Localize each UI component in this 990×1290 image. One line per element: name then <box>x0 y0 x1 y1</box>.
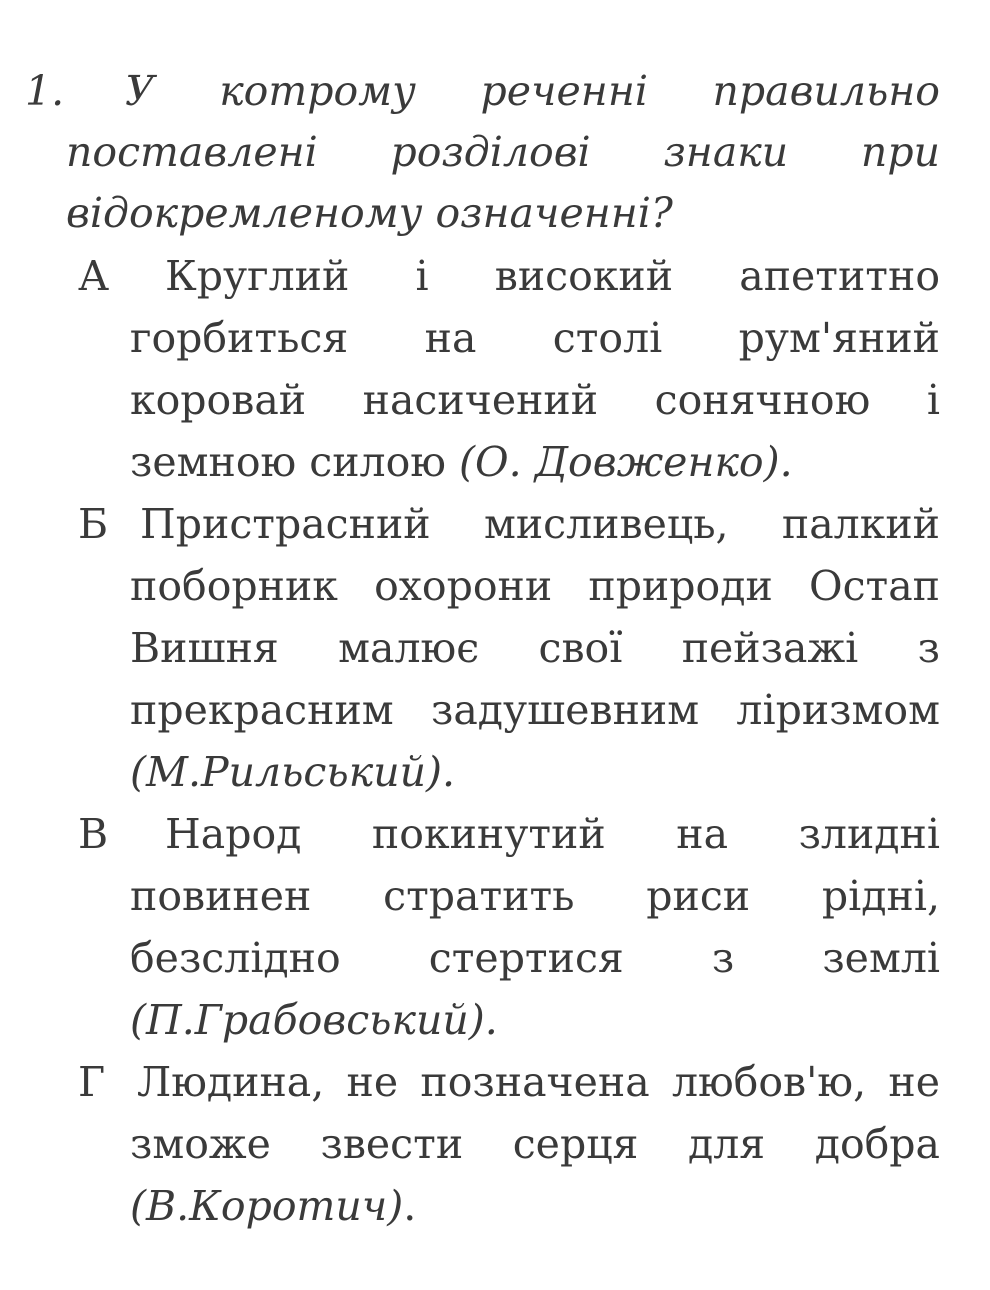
option-b-line-2: поборник охорони природи Остап <box>130 562 940 610</box>
option-b-letter: Б <box>78 500 109 548</box>
option-b-line-1: Пристрасний мисливець, палкий <box>140 500 940 548</box>
option-b-line-3: Вишня малює свої пейзажі з <box>130 624 940 672</box>
question-line-1: У котрому реченні правильно <box>125 67 940 115</box>
option-a-line-4 <box>130 431 793 493</box>
option-a-letter: А <box>78 252 110 300</box>
question-line-2: поставлені розділові знаки при <box>66 128 940 176</box>
option-h-period: . <box>403 1182 417 1230</box>
option-h-line-1: Людина, не позначена любов'ю, не <box>137 1058 940 1106</box>
option-a-line-1: Круглий і високий апетитно <box>165 252 940 300</box>
option-b-line-4: прекрасним задушевним ліризмом <box>130 686 940 734</box>
option-v-author: (П.Грабовський). <box>130 996 498 1044</box>
option-h-author: (В.Коротич) <box>130 1182 404 1230</box>
option-h-line-2: зможе звести серця для добра <box>130 1120 940 1168</box>
option-h-letter: Г <box>78 1058 106 1106</box>
question-line-3: відокремленому означенні? <box>66 189 673 237</box>
option-a-line-2: горбиться на столі рум'яний <box>130 314 940 362</box>
option-a-author: (О. Довженко). <box>459 438 793 486</box>
option-a-line-3: коровай насичений сонячною і <box>130 376 940 424</box>
option-v-line-2: повинен стратить риси рідні, <box>130 872 940 920</box>
question-number: 1. <box>25 67 65 115</box>
option-a-text-end: земною силою <box>130 438 460 486</box>
option-v-line-1: Народ покинутий на злидні <box>165 810 940 858</box>
option-v-letter: В <box>78 810 109 858</box>
option-v-line-3: безслідно стертися з землі <box>130 934 940 982</box>
option-b-author: (М.Рильський). <box>130 748 456 796</box>
option-h-line-3 <box>130 1175 416 1237</box>
